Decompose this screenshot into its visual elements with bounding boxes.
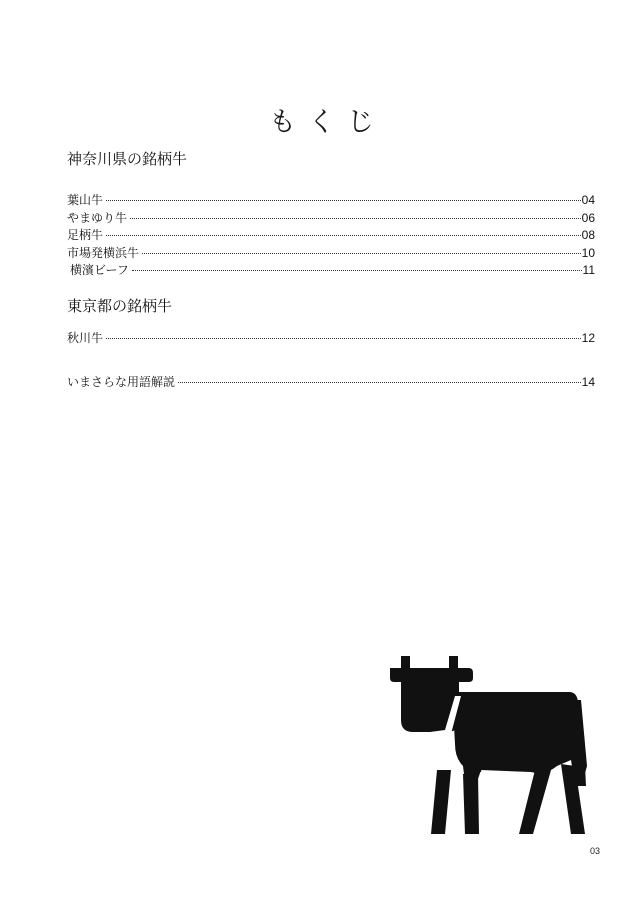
toc-item-page: 04: [581, 193, 595, 207]
dot-leader: [106, 338, 581, 339]
dot-leader: [106, 200, 581, 201]
dot-leader: [130, 218, 581, 219]
toc-item-label: いまさらな用語解説: [67, 375, 176, 389]
toc-item-page: 08: [581, 228, 595, 242]
toc-list-glossary: [67, 374, 595, 392]
toc-list-tokyo: [67, 330, 595, 348]
toc-item-ashigara[interactable]: [67, 227, 595, 245]
toc-item-page: 14: [581, 375, 595, 389]
section-kanagawa: [67, 149, 595, 169]
toc-item-page: 06: [581, 210, 595, 225]
toc-item-page: 12: [581, 331, 595, 345]
toc-item-label: 葉山牛: [67, 193, 104, 207]
toc-item-label: 足柄牛: [67, 228, 104, 242]
toc-item-akigawa[interactable]: [67, 330, 595, 348]
cow-icon: [385, 648, 600, 843]
toc-item-label: 市場発横浜牛: [67, 245, 140, 260]
toc-item-label: 横濱ビーフ: [70, 263, 129, 277]
section-tokyo: [67, 296, 595, 316]
section-heading-tokyo: 東京都の銘柄牛: [67, 297, 173, 315]
toc-item-yokohama-beef[interactable]: [67, 262, 595, 280]
toc-item-hayama[interactable]: [67, 192, 595, 210]
toc-item-page: 10: [581, 245, 595, 260]
toc-item-label: やまゆり牛: [67, 210, 128, 225]
toc-list-kanagawa: [67, 192, 595, 280]
toc-item-label: 秋川牛: [67, 331, 104, 345]
dot-leader: [142, 253, 581, 254]
page-title: もくじ: [269, 107, 386, 139]
toc-item-glossary[interactable]: [67, 374, 595, 392]
section-heading-kanagawa: 神奈川県の銘柄牛: [67, 150, 188, 168]
dot-leader: [178, 382, 581, 383]
page-number: 03: [589, 846, 600, 856]
toc-item-yamayuri[interactable]: [67, 210, 595, 228]
dot-leader: [132, 270, 582, 271]
dot-leader: [106, 235, 581, 236]
toc-item-page: 11: [582, 263, 595, 277]
toc-item-shijohatsu-yokohama[interactable]: [67, 245, 595, 263]
